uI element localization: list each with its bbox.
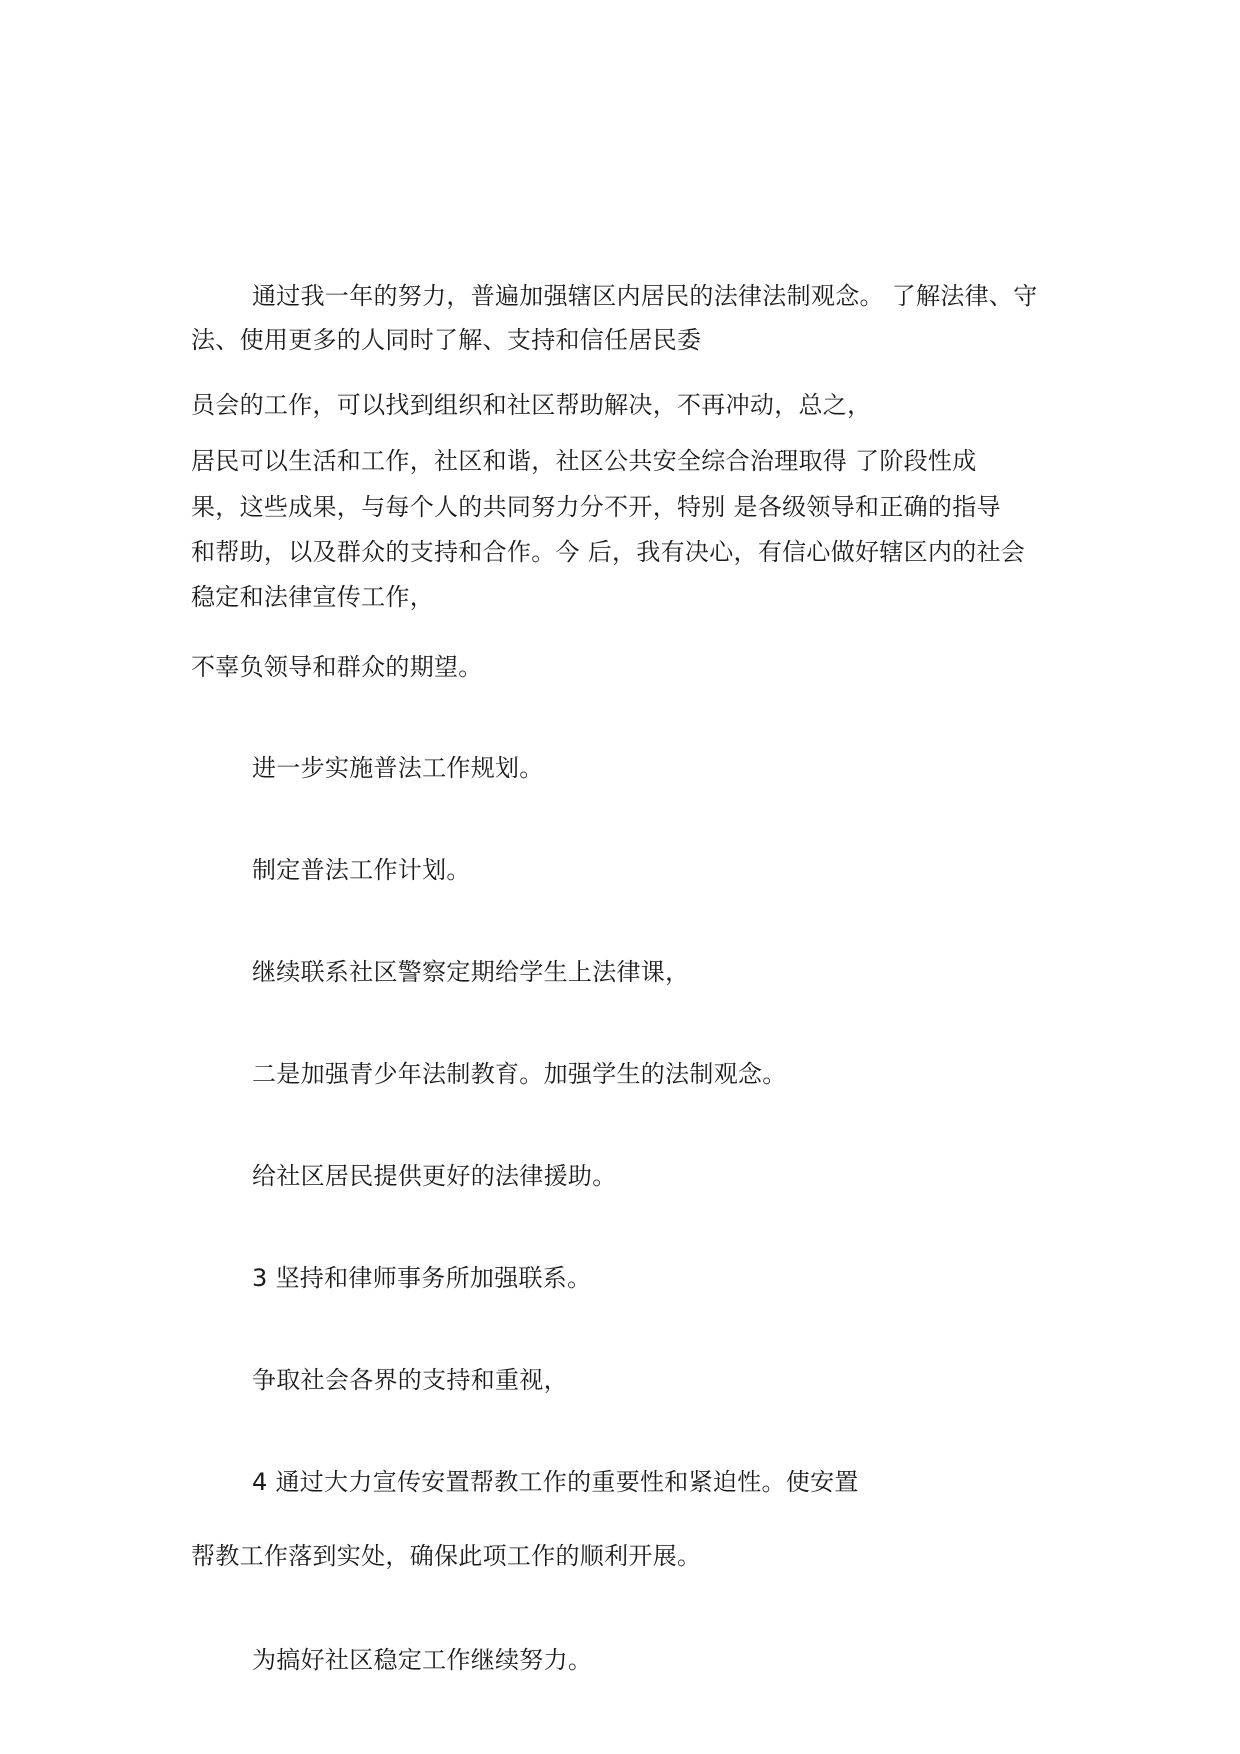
paragraph-line: 果，这些成果，与每个人的共同努力分不开，特别 是各级领导和正确的指导	[191, 493, 1001, 521]
paragraph-line: 进一步实施普法工作规划。	[252, 754, 544, 782]
paragraph-line: 3 坚持和律师事务所加强联系。	[252, 1264, 592, 1292]
paragraph-line: 帮教工作落到实处，确保此项工作的顺利开展。	[191, 1542, 702, 1570]
paragraph-line: 继续联系社区警察定期给学生上法律课，	[252, 958, 690, 986]
paragraph-line: 制定普法工作计划。	[252, 856, 471, 884]
paragraph-line: 通过我一年的努力，普遍加强辖区内居民的法律法制观念。 了解法律、守	[252, 282, 1038, 310]
paragraph-line: 二是加强青少年法制教育。加强学生的法制观念。	[252, 1060, 787, 1088]
paragraph-line: 稳定和法律宣传工作，	[191, 583, 434, 611]
paragraph-line: 4 通过大力宣传安置帮教工作的重要性和紧迫性。使安置	[252, 1468, 859, 1496]
paragraph-line: 争取社会各界的支持和重视，	[252, 1366, 568, 1394]
paragraph-line: 为搞好社区稳定工作继续努力。	[252, 1646, 593, 1674]
paragraph-line: 和帮助，以及群众的支持和合作。今 后，我有决心，有信心做好辖区内的社会	[191, 538, 1026, 566]
paragraph-line: 员会的工作，可以找到组织和社区帮助解决，不再冲动，总之，	[191, 391, 872, 419]
paragraph-line: 给社区居民提供更好的法律援助。	[252, 1162, 617, 1190]
paragraph-line: 居民可以生活和工作，社区和谐，社区公共安全综合治理取得 了阶段性成	[191, 447, 977, 475]
paragraph-line: 法、使用更多的人同时了解、支持和信任居民委	[191, 326, 702, 354]
paragraph-line: 不辜负领导和群众的期望。	[191, 653, 483, 681]
